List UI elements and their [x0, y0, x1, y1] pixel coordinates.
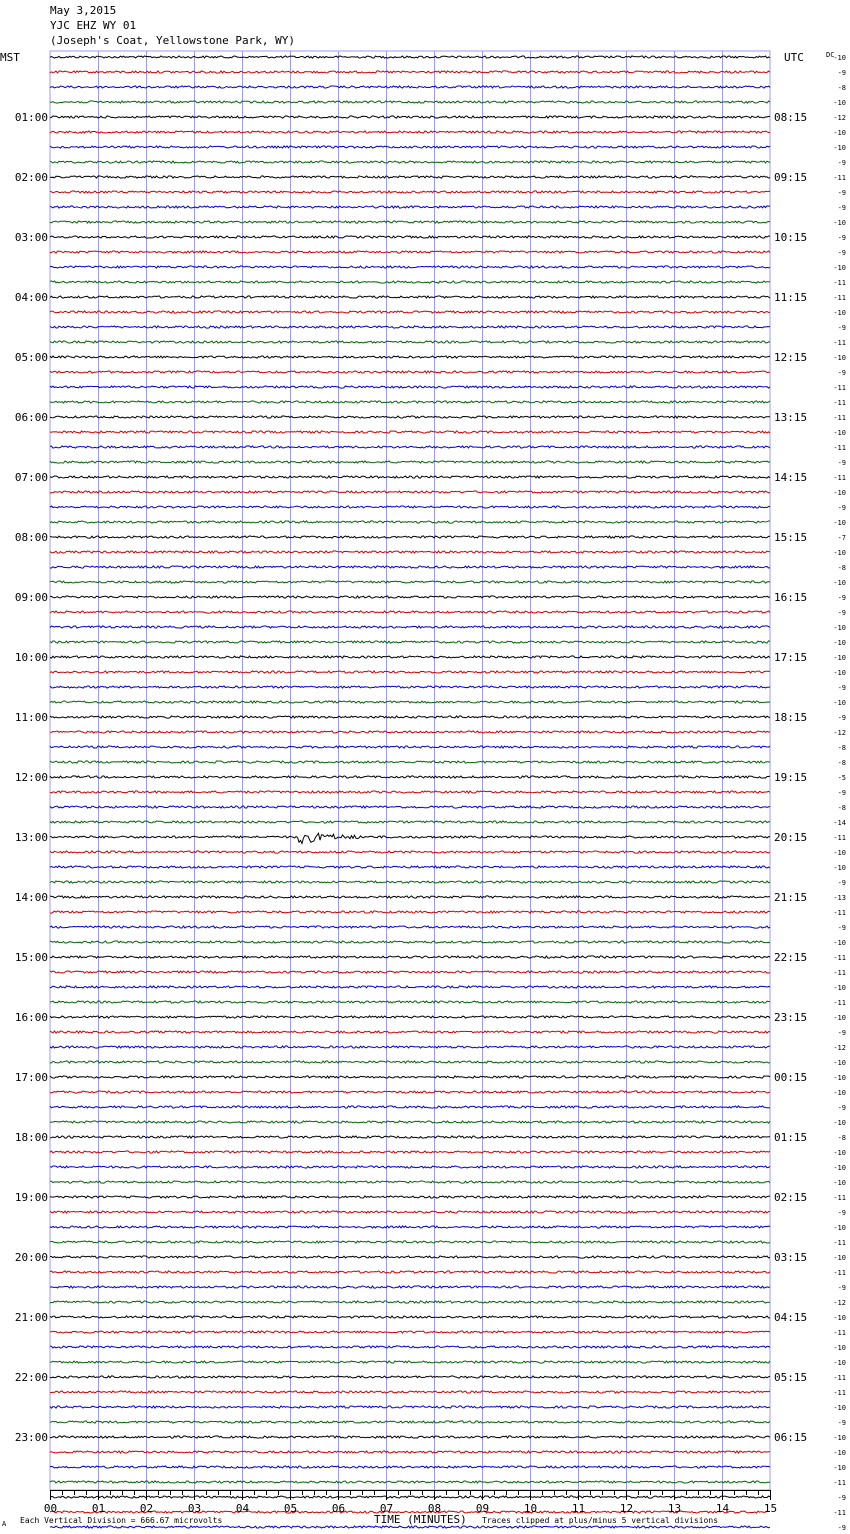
x-tick-label: 09: [475, 1502, 490, 1515]
trace-line: [50, 1376, 770, 1378]
dc-offset-label: -10: [833, 1449, 846, 1457]
utc-hour-label: 14:15: [774, 471, 808, 484]
trace-line: [50, 311, 770, 313]
dc-offset-label: -10: [833, 1359, 846, 1367]
dc-offset-label: -10: [833, 264, 846, 272]
dc-offset-label: -10: [833, 939, 846, 947]
mst-hour-label: 05:00: [14, 351, 48, 364]
dc-offset-label: -10: [833, 1164, 846, 1172]
dc-offset-label: -9: [837, 69, 846, 77]
x-tick-label: 10: [523, 1502, 538, 1515]
dc-offset-label: -11: [833, 474, 846, 482]
trace-line: [50, 1526, 770, 1528]
dc-offset-label: -11: [833, 1269, 846, 1277]
trace-line: [50, 1346, 770, 1348]
dc-offset-label: -10: [833, 54, 846, 62]
trace-line: [50, 371, 770, 373]
trace-line: [50, 806, 770, 808]
trace-line: [50, 296, 770, 298]
utc-hour-label: 20:15: [774, 831, 808, 844]
dc-offset-label: -10: [833, 1224, 846, 1232]
trace-line: [50, 1091, 770, 1093]
dc-offset-label: -14: [833, 819, 846, 827]
mst-hour-label: 15:00: [14, 951, 48, 964]
trace-line: [50, 476, 770, 478]
dc-offset-label: -9: [837, 684, 846, 692]
trace-line: [50, 596, 770, 598]
dc-offset-label: -8: [837, 84, 846, 92]
trace-line: [50, 1286, 770, 1288]
trace-line: [50, 1211, 770, 1213]
trace-line: [50, 341, 770, 343]
dc-offset-label: -11: [833, 999, 846, 1007]
utc-hour-label: 17:15: [774, 651, 808, 664]
trace-line: [50, 266, 770, 268]
trace-line: [50, 56, 770, 58]
trace-line: [50, 431, 770, 433]
dc-offset-label: -11: [833, 834, 846, 842]
utc-hour-label: 19:15: [774, 771, 808, 784]
x-tick-label: 13: [667, 1502, 682, 1515]
trace-line: [50, 1361, 770, 1363]
trace-line: [50, 1016, 770, 1018]
dc-offset-label: -9: [837, 789, 846, 797]
header-station: YJC EHZ WY 01: [50, 19, 137, 32]
trace-line: [50, 1421, 770, 1423]
dc-offset-label: -7: [837, 534, 846, 542]
dc-offset-label: -10: [833, 309, 846, 317]
mst-hour-label: 18:00: [14, 1131, 48, 1144]
dc-offset-label: -10: [833, 654, 846, 662]
trace-line: [50, 206, 770, 208]
dc-offset-label: -12: [833, 1044, 846, 1052]
mst-hour-label: 21:00: [14, 1311, 48, 1324]
dc-offset-label: -9: [837, 594, 846, 602]
trace-line: [50, 671, 770, 673]
trace-line: [50, 566, 770, 568]
dc-offset-label: -10: [833, 849, 846, 857]
dc-offset-label: -11: [833, 909, 846, 917]
dc-offset-label: -10: [833, 1074, 846, 1082]
utc-hour-label: 09:15: [774, 171, 808, 184]
utc-hour-label: 18:15: [774, 711, 808, 724]
mst-hour-label: 10:00: [14, 651, 48, 664]
trace-line: [50, 1196, 770, 1198]
mst-hour-label: 08:00: [14, 531, 48, 544]
dc-offset-label: -11: [833, 969, 846, 977]
utc-hour-label: 23:15: [774, 1011, 808, 1024]
trace-line: [50, 101, 770, 103]
dc-offset-label: -10: [833, 984, 846, 992]
trace-line: [50, 1451, 770, 1453]
dc-offset-label: -10: [833, 1149, 846, 1157]
trace-line: [50, 191, 770, 193]
trace-line: [50, 656, 770, 658]
dc-offset-label: -9: [837, 324, 846, 332]
trace-line: [50, 86, 770, 88]
dc-offset-label: -9: [837, 1494, 846, 1502]
x-tick-label: 02: [139, 1502, 154, 1515]
dc-offset-label: -10: [833, 519, 846, 527]
mst-hour-label: 04:00: [14, 291, 48, 304]
trace-line: [50, 326, 770, 328]
dc-offset-label: -10: [833, 864, 846, 872]
mst-hour-label: 03:00: [14, 231, 48, 244]
trace-line: [50, 536, 770, 538]
mst-hour-label: 11:00: [14, 711, 48, 724]
grid: [50, 51, 771, 1500]
trace-line: [50, 581, 770, 583]
dc-offset-label: -10: [833, 1344, 846, 1352]
mst-hour-label: 02:00: [14, 171, 48, 184]
dc-offset-label: -9: [837, 924, 846, 932]
trace-line: [50, 941, 770, 943]
trace-line: [50, 521, 770, 523]
dc-offset-label: -9: [837, 1524, 846, 1532]
x-tick-label: 08: [427, 1502, 442, 1515]
dc-offset-label: -8: [837, 564, 846, 572]
trace-line: [50, 1466, 770, 1468]
mst-hour-label: 23:00: [14, 1431, 48, 1444]
dc-offset-label: -9: [837, 459, 846, 467]
dc-offset-label: -11: [833, 414, 846, 422]
trace-line: [50, 551, 770, 553]
dc-offset-label: -11: [833, 1239, 846, 1247]
utc-hour-label: 05:15: [774, 1371, 808, 1384]
x-tick-label: 11: [571, 1502, 586, 1515]
clip-note: Traces clipped at plus/minus 5 vertical divisions: [482, 1516, 719, 1525]
mst-hour-label: 07:00: [14, 471, 48, 484]
trace-line: [50, 701, 770, 703]
dc-offset-label: -10: [833, 429, 846, 437]
trace-line: [50, 491, 770, 493]
trace-line: [50, 1391, 770, 1393]
utc-hour-label: 21:15: [774, 891, 808, 904]
dc-offset-label: -11: [833, 1479, 846, 1487]
trace-line: [50, 746, 770, 748]
trace-line: [50, 881, 770, 883]
trace-line: [50, 866, 770, 868]
trace-line: [50, 1436, 770, 1438]
mst-hour-label: 14:00: [14, 891, 48, 904]
trace-line: [50, 686, 770, 688]
trace-line: [50, 1181, 770, 1183]
trace-line: [50, 716, 770, 718]
dc-offset-label: -10: [833, 1179, 846, 1187]
trace-line: [50, 1271, 770, 1273]
dc-offset-label: -11: [833, 1329, 846, 1337]
dc-offset-label: -10: [833, 1314, 846, 1322]
trace-line: [50, 1061, 770, 1063]
utc-hour-label: 22:15: [774, 951, 808, 964]
mst-hour-label: 13:00: [14, 831, 48, 844]
trace-line: [50, 1496, 770, 1498]
trace-line: [50, 1226, 770, 1228]
utc-hour-label: 16:15: [774, 591, 808, 604]
dc-offset-label: -8: [837, 1134, 846, 1142]
x-tick-label: 01: [91, 1502, 106, 1515]
x-axis-title: TIME (MINUTES): [374, 1513, 467, 1526]
header-date: May 3,2015: [50, 4, 117, 17]
dc-offset-label: -9: [837, 204, 846, 212]
dc-offset-label: -10: [833, 1464, 846, 1472]
dc-offset-label: -10: [833, 669, 846, 677]
trace-line: [50, 611, 770, 613]
dc-offset-label: -10: [833, 549, 846, 557]
dc-offset-label: -9: [837, 1284, 846, 1292]
dc-offset-label: -10: [833, 579, 846, 587]
trace-line: [50, 911, 770, 913]
trace-line: [50, 356, 770, 358]
dc-offset-label: -11: [833, 1194, 846, 1202]
mst-hour-label: 19:00: [14, 1191, 48, 1204]
utc-hour-label: 11:15: [774, 291, 808, 304]
mst-hour-label: 16:00: [14, 1011, 48, 1024]
trace-line: [50, 71, 770, 73]
trace-line: [50, 131, 770, 133]
utc-label: UTC: [784, 51, 804, 64]
dc-offset-label: -12: [833, 729, 846, 737]
dc-offset-label: -9: [837, 189, 846, 197]
trace-line: [50, 1151, 770, 1153]
utc-hour-label: 12:15: [774, 351, 808, 364]
dc-offset-label: -10: [833, 1014, 846, 1022]
dc-offset-label: -11: [833, 954, 846, 962]
utc-hour-label: 02:15: [774, 1191, 808, 1204]
trace-line: [50, 1241, 770, 1243]
utc-hour-label: 00:15: [774, 1071, 808, 1084]
dc-offset-label: -9: [837, 609, 846, 617]
dc-offset-label: -10: [833, 1089, 846, 1097]
trace-line: [50, 821, 770, 823]
trace-line: [50, 896, 770, 898]
x-tick-label: 07: [379, 1502, 394, 1515]
trace-line: [50, 116, 770, 118]
x-tick-label: 05: [283, 1502, 298, 1515]
trace-line: [50, 833, 770, 843]
dc-offset-label: -10: [833, 1404, 846, 1412]
dc-offset-label: -11: [833, 384, 846, 392]
trace-line: [50, 926, 770, 928]
trace-line: [50, 1076, 770, 1078]
trace-line: [50, 221, 770, 223]
dc-offset-label: -12: [833, 114, 846, 122]
trace-line: [50, 401, 770, 403]
trace-line: [50, 386, 770, 388]
trace-line: [50, 986, 770, 988]
trace-line: [50, 956, 770, 958]
dc-offset-label: -11: [833, 399, 846, 407]
trace-line: [50, 641, 770, 643]
dc-offset-label: -10: [833, 639, 846, 647]
trace-line: [50, 971, 770, 973]
dc-offset-label: -13: [833, 894, 846, 902]
dc-offset-label: -10: [833, 219, 846, 227]
dc-offset-label: -10: [833, 1434, 846, 1442]
trace-line: [50, 506, 770, 508]
dc-offset-label: -11: [833, 279, 846, 287]
division-note: Each Vertical Division = 666.67 microvolts: [20, 1516, 223, 1525]
dc-label: DC: [826, 51, 835, 59]
trace-line: [50, 1316, 770, 1318]
trace-line: [50, 776, 770, 778]
dc-offset-label: -9: [837, 159, 846, 167]
trace-line: [50, 1001, 770, 1003]
trace-line: [50, 1136, 770, 1138]
dc-offset-label: -10: [833, 144, 846, 152]
trace-line: [50, 1046, 770, 1048]
x-tick-label: 03: [187, 1502, 202, 1515]
dc-offset-label: -9: [837, 1209, 846, 1217]
mst-hour-label: 06:00: [14, 411, 48, 424]
header-location: (Joseph's Coat, Yellowstone Park, WY): [50, 34, 296, 47]
x-tick-label: 04: [235, 1502, 250, 1515]
footer-mark: A: [2, 1520, 7, 1528]
trace-line: [50, 1121, 770, 1123]
mst-hour-label: 09:00: [14, 591, 48, 604]
traces: [50, 56, 770, 1534]
trace-line: [50, 731, 770, 733]
mst-hour-label: 17:00: [14, 1071, 48, 1084]
dc-offset-label: -9: [837, 879, 846, 887]
trace-line: [50, 761, 770, 763]
mst-hour-label: 20:00: [14, 1251, 48, 1264]
dc-offset-label: -10: [833, 354, 846, 362]
dc-offset-label: -11: [833, 174, 846, 182]
utc-hour-label: 04:15: [774, 1311, 808, 1324]
x-tick-label: 06: [331, 1502, 346, 1515]
dc-offset-label: -9: [837, 369, 846, 377]
mst-hour-label: 12:00: [14, 771, 48, 784]
utc-hour-label: 15:15: [774, 531, 808, 544]
utc-hour-label: 13:15: [774, 411, 808, 424]
trace-line: [50, 1301, 770, 1303]
dc-offset-label: -9: [837, 1419, 846, 1427]
labels: [15, 54, 846, 1534]
trace-line: [50, 1406, 770, 1408]
dc-offset-label: -10: [833, 624, 846, 632]
trace-line: [50, 461, 770, 463]
dc-offset-label: -10: [833, 99, 846, 107]
dc-offset-label: -10: [833, 129, 846, 137]
dc-offset-label: -11: [833, 1389, 846, 1397]
trace-line: [50, 161, 770, 163]
dc-offset-label: -10: [833, 699, 846, 707]
dc-offset-label: -8: [837, 804, 846, 812]
x-tick-label: 14: [715, 1502, 730, 1515]
dc-offset-label: -5: [837, 774, 846, 782]
utc-hour-label: 03:15: [774, 1251, 808, 1264]
x-tick-label: 15: [763, 1502, 778, 1515]
dc-offset-label: -9: [837, 1029, 846, 1037]
trace-line: [50, 1256, 770, 1258]
dc-offset-label: -10: [833, 1059, 846, 1067]
dc-offset-label: -8: [837, 744, 846, 752]
trace-line: [50, 1331, 770, 1333]
trace-line: [50, 281, 770, 283]
trace-line: [50, 791, 770, 793]
trace-line: [50, 1031, 770, 1033]
trace-line: [50, 146, 770, 148]
trace-line: [50, 446, 770, 448]
dc-offset-label: -9: [837, 249, 846, 257]
mst-hour-label: 01:00: [14, 111, 48, 124]
dc-offset-label: -9: [837, 714, 846, 722]
x-tick-label: 00: [43, 1502, 58, 1515]
trace-line: [50, 236, 770, 238]
trace-line: [50, 1106, 770, 1108]
dc-offset-label: -9: [837, 234, 846, 242]
dc-offset-label: -11: [833, 1509, 846, 1517]
x-tick-label: 12: [619, 1502, 634, 1515]
dc-offset-label: -11: [833, 444, 846, 452]
trace-line: [50, 851, 770, 853]
dc-offset-label: -12: [833, 1299, 846, 1307]
dc-offset-label: -10: [833, 1254, 846, 1262]
dc-offset-label: -8: [837, 759, 846, 767]
utc-hour-label: 01:15: [774, 1131, 808, 1144]
dc-offset-label: -11: [833, 294, 846, 302]
trace-line: [50, 416, 770, 418]
dc-offset-label: -10: [833, 489, 846, 497]
dc-offset-label: -11: [833, 1374, 846, 1382]
dc-offset-label: -9: [837, 1104, 846, 1112]
mst-hour-label: 22:00: [14, 1371, 48, 1384]
dc-offset-label: -11: [833, 339, 846, 347]
dc-offset-label: -10: [833, 1119, 846, 1127]
mst-label: MST: [0, 51, 20, 64]
trace-line: [50, 1481, 770, 1483]
trace-line: [50, 1166, 770, 1168]
utc-hour-label: 06:15: [774, 1431, 808, 1444]
utc-hour-label: 08:15: [774, 111, 808, 124]
trace-line: [50, 251, 770, 253]
dc-offset-label: -9: [837, 504, 846, 512]
trace-line: [50, 176, 770, 178]
utc-hour-label: 10:15: [774, 231, 808, 244]
trace-line: [50, 626, 770, 628]
